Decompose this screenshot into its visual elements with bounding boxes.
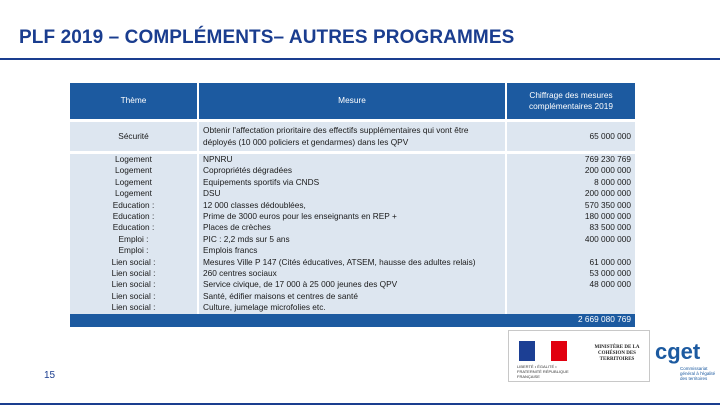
mesure-cell: Mesures Ville P 147 (Cités éducatives, ATSEM, hausse des adultes relais) xyxy=(198,257,506,268)
title-divider xyxy=(0,58,720,60)
table-header-row xyxy=(70,83,635,121)
header-theme: Thème xyxy=(70,83,198,121)
table-row xyxy=(70,268,635,279)
cost-cell: 8 000 000 xyxy=(506,177,635,188)
table-row xyxy=(70,165,635,176)
theme-cell: Logement xyxy=(70,177,198,188)
mesure-cell: 12 000 classes dédoublées, xyxy=(198,200,506,211)
mesure-cell: NPNRU xyxy=(198,153,506,166)
theme-cell: Logement xyxy=(70,153,198,166)
cost-cell: 769 230 769 xyxy=(506,153,635,166)
cost-cell: 83 500 000 xyxy=(506,222,635,233)
mesure-cell: Santé, édifier maisons et centres de santé xyxy=(198,291,506,302)
mesure-cell: Culture, jumelage microfolies etc. xyxy=(198,302,506,313)
theme-cell: Logement xyxy=(70,188,198,199)
ministere-name: MINISTÈRE DE LA COHÉSION DES TERRITOIRES xyxy=(594,345,640,362)
cost-cell: 200 000 000 xyxy=(506,165,635,176)
theme-cell: Education : xyxy=(70,222,198,233)
cost-cell: 65 000 000 xyxy=(506,121,635,153)
mesure-cell: PIC : 2,2 mds sur 5 ans xyxy=(198,234,506,245)
table-row xyxy=(70,302,635,313)
cost-cell: 200 000 000 xyxy=(506,188,635,199)
theme-cell: Lien social : xyxy=(70,291,198,302)
cost-cell: 53 000 000 xyxy=(506,268,635,279)
total-row xyxy=(70,314,635,327)
theme-cell: Emploi : xyxy=(70,234,198,245)
mesure-cell: Prime de 3000 euros pour les enseignants en REP + xyxy=(198,211,506,222)
rf-motto: LIBERTÉ • ÉGALITÉ • FRATERNITÉ RÉPUBLIQUE FRANÇAISE xyxy=(517,364,569,379)
theme-cell: Lien social : xyxy=(70,279,198,290)
table-row xyxy=(70,279,635,290)
french-flag-icon xyxy=(519,341,567,361)
theme-cell: Lien social : xyxy=(70,268,198,279)
cost-cell xyxy=(506,302,635,313)
table-row xyxy=(70,222,635,233)
table-row xyxy=(70,177,635,188)
mesure-cell: Service civique, de 17 000 à 25 000 jeunes des QPV xyxy=(198,279,506,290)
cost-cell: 48 000 000 xyxy=(506,279,635,290)
theme-cell: Lien social : xyxy=(70,302,198,313)
cost-cell: 180 000 000 xyxy=(506,211,635,222)
cost-cell: 61 000 000 xyxy=(506,257,635,268)
mesure-cell: Equipements sportifs via CNDS xyxy=(198,177,506,188)
ministere-logo xyxy=(508,330,650,382)
mesure-cell: Copropriétés dégradées xyxy=(198,165,506,176)
theme-cell: Education : xyxy=(70,200,198,211)
page-number: 15 xyxy=(44,370,56,381)
mesure-cell: 260 centres sociaux xyxy=(198,268,506,279)
cost-cell xyxy=(506,291,635,302)
cget-logo: cget xyxy=(655,339,701,364)
header-mesure: Mesure xyxy=(198,83,506,121)
table-row xyxy=(70,153,635,166)
header-chiffrage: Chiffrage des mesures complémentaires 2019 xyxy=(506,83,635,121)
theme-cell: Education : xyxy=(70,211,198,222)
table-row xyxy=(70,211,635,222)
table-row xyxy=(70,257,635,268)
table-row xyxy=(70,245,635,256)
page-title: PLF 2019 – COMPLÉMENTS– AUTRES PROGRAMMES xyxy=(19,27,515,48)
mesure-cell: Places de crèches xyxy=(198,222,506,233)
theme-cell: Emploi : xyxy=(70,245,198,256)
cost-cell xyxy=(506,245,635,256)
theme-cell: Lien social : xyxy=(70,257,198,268)
theme-cell: Sécurité xyxy=(70,121,198,153)
mesures-table xyxy=(70,83,635,327)
cget-subtitle: Commissariat général à l'égalité des territoires xyxy=(680,366,716,381)
cost-cell: 570 350 000 xyxy=(506,200,635,211)
mesure-cell: Obtenir l'affectation prioritaire des effectifs supplémentaires qui vont être déployés (10 000 policiers et gendarmes) dans les QPV xyxy=(198,121,506,153)
theme-cell: Logement xyxy=(70,165,198,176)
table-row xyxy=(70,291,635,302)
cost-cell: 400 000 000 xyxy=(506,234,635,245)
table-row xyxy=(70,200,635,211)
table-row xyxy=(70,234,635,245)
table-row xyxy=(70,121,635,153)
table-row xyxy=(70,188,635,199)
mesure-cell: Emplois francs xyxy=(198,245,506,256)
mesure-cell: DSU xyxy=(198,188,506,199)
total-cost: 2 669 080 769 xyxy=(70,314,635,327)
